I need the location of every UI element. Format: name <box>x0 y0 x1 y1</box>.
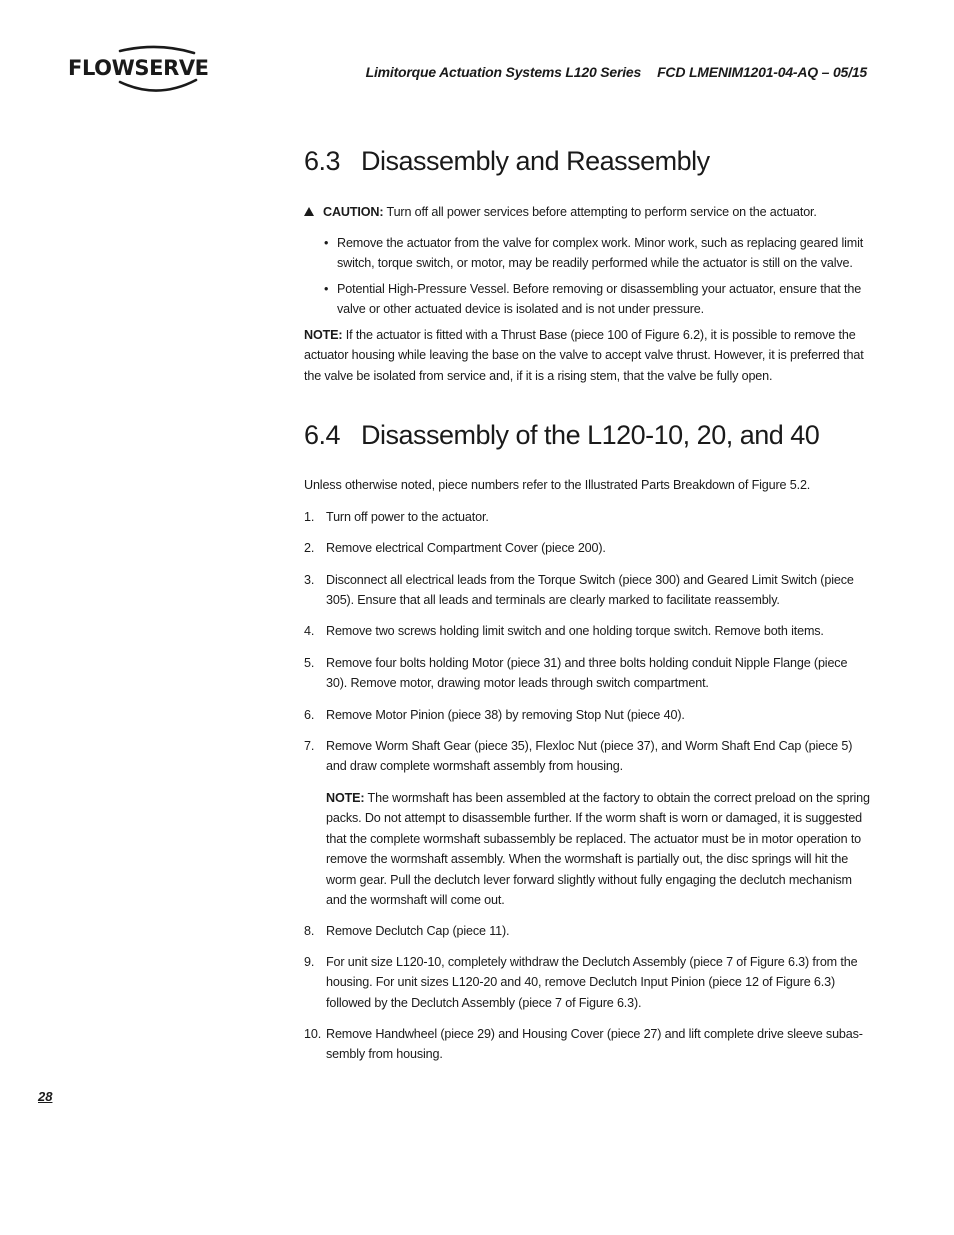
step-number: 9. <box>304 955 315 969</box>
step-item <box>304 621 870 641</box>
step-text: Remove electrical Compartment Cover (piece 200). <box>326 541 606 555</box>
step-number: 2. <box>304 541 315 555</box>
doc-series: Limitorque Actuation Systems L120 Series <box>365 64 642 80</box>
bullet-text: Potential High-Pressure Vessel. Before removing or disassembling your actuator, ensure that the valve or other actuated device is isolated and is not under pressure. <box>337 282 862 317</box>
step-number: 8. <box>304 924 315 938</box>
wormshaft-note <box>326 788 870 910</box>
step-number: 7. <box>304 739 315 753</box>
step-item <box>304 507 870 527</box>
step-text: For unit size L120-10, completely withdraw the Declutch Assembly (piece 7 of Figure 6.3) from the housing. For unit sizes L120-20 and 40, remove Declutch Input Pinion (piece 12 of Figure 6.3) followed by the Declutch Assembly (piece 7 of Figure 6.3). <box>326 955 858 1010</box>
caution-text: Turn off all power services before attempting to perform service on the actuator. <box>383 205 817 219</box>
bullet-dot: • <box>324 282 329 296</box>
step-number: 4. <box>304 624 315 638</box>
step-item <box>304 921 870 941</box>
caution-label: CAUTION: <box>323 205 384 219</box>
step-text: Disconnect all electrical leads from the Torque Switch (piece 300) and Geared Limit Switch (piece 305). Ensure that all leads and terminals are clearly marked to facilitate reassembly. <box>326 573 854 608</box>
step-item <box>304 653 870 694</box>
bullet-text: Remove the actuator from the valve for complex work. Minor work, such as replacing geared limit switch, torque switch, or motor, may be readily performed while the actuator is still on the valve. <box>337 236 864 271</box>
logo-wordmark: FLOWSERVE <box>68 56 209 80</box>
bullet-dot: • <box>324 236 329 250</box>
step-text: Remove two screws holding limit switch and one holding torque switch. Remove both items. <box>326 624 824 638</box>
section-title: Disassembly of the L120-10, 20, and 40 <box>361 420 820 450</box>
step-number: 5. <box>304 656 315 670</box>
step-item <box>304 538 870 558</box>
note-label: NOTE: <box>326 791 365 805</box>
flowserve-logo <box>68 44 208 98</box>
section-number: 6.3 <box>304 146 341 176</box>
caution-paragraph <box>304 202 870 222</box>
step-text: Remove Handwheel (piece 29) and Housing Cover (piece 27) and lift complete drive sleeve subas-sembly from housing. <box>326 1027 863 1062</box>
step-text: Remove Motor Pinion (piece 38) by removing Stop Nut (piece 40). <box>326 708 685 722</box>
document-header <box>366 64 867 80</box>
step-number: 1. <box>304 510 315 524</box>
step-number: 6. <box>304 708 315 722</box>
section-intro: Unless otherwise noted, piece numbers refer to the Illustrated Parts Breakdown of Figure 5.2. <box>304 478 811 492</box>
bullet-item <box>324 233 870 274</box>
step-item <box>304 705 870 725</box>
step-item <box>304 570 870 611</box>
step-item <box>304 952 870 1013</box>
thrust-base-note <box>304 325 870 386</box>
step-text: Turn off power to the actuator. <box>326 510 489 524</box>
step-text: Remove four bolts holding Motor (piece 31) and three bolts holding conduit Nipple Flange (piece 30). Remove motor, drawing motor leads through switch compartment. <box>326 656 848 691</box>
step-item <box>304 1024 870 1065</box>
section-number: 6.4 <box>304 420 341 450</box>
page-number: 28 <box>38 1089 53 1104</box>
step-text: Remove Worm Shaft Gear (piece 35), Flexloc Nut (piece 37), and Worm Shaft End Cap (piece 5) and draw complete wormshaft assembly from housing. <box>326 739 853 774</box>
bullet-item <box>324 279 870 320</box>
warning-triangle-icon <box>304 207 314 216</box>
note-label: NOTE: <box>304 328 343 342</box>
step-number: 3. <box>304 573 315 587</box>
section-6-3-heading <box>304 146 710 177</box>
step-text: Remove Declutch Cap (piece 11). <box>326 924 510 938</box>
step-item <box>304 736 870 777</box>
doc-code: FCD LMENIM1201-04-AQ – 05/15 <box>657 64 867 80</box>
note-text: The wormshaft has been assembled at the factory to obtain the correct preload on the spring packs. Do not attempt to disassemble further. If the worm shaft is worn or damaged, it is suggested that the complete wormshaft subassembly be replaced. The actuator must be in motor operation to remove the wormshaft assembly. When the wormshaft is partially out, the disc springs will hit the worm gear. Pull the declutch lever forward slightly without fully engaging the declutch mechanism and the wormshaft will come out. <box>326 791 870 908</box>
step-number: 10. <box>304 1027 322 1041</box>
section-title: Disassembly and Reassembly <box>361 146 710 176</box>
section-6-4-heading <box>304 420 819 451</box>
note-text: If the actuator is fitted with a Thrust Base (piece 100 of Figure 6.2), it is possible to remove the actuator housing while leaving the base on the valve to accept valve thrust. However, it is preferred that the valve be isolated from service and, if it is a rising stem, that the valve be fully open. <box>304 328 864 383</box>
